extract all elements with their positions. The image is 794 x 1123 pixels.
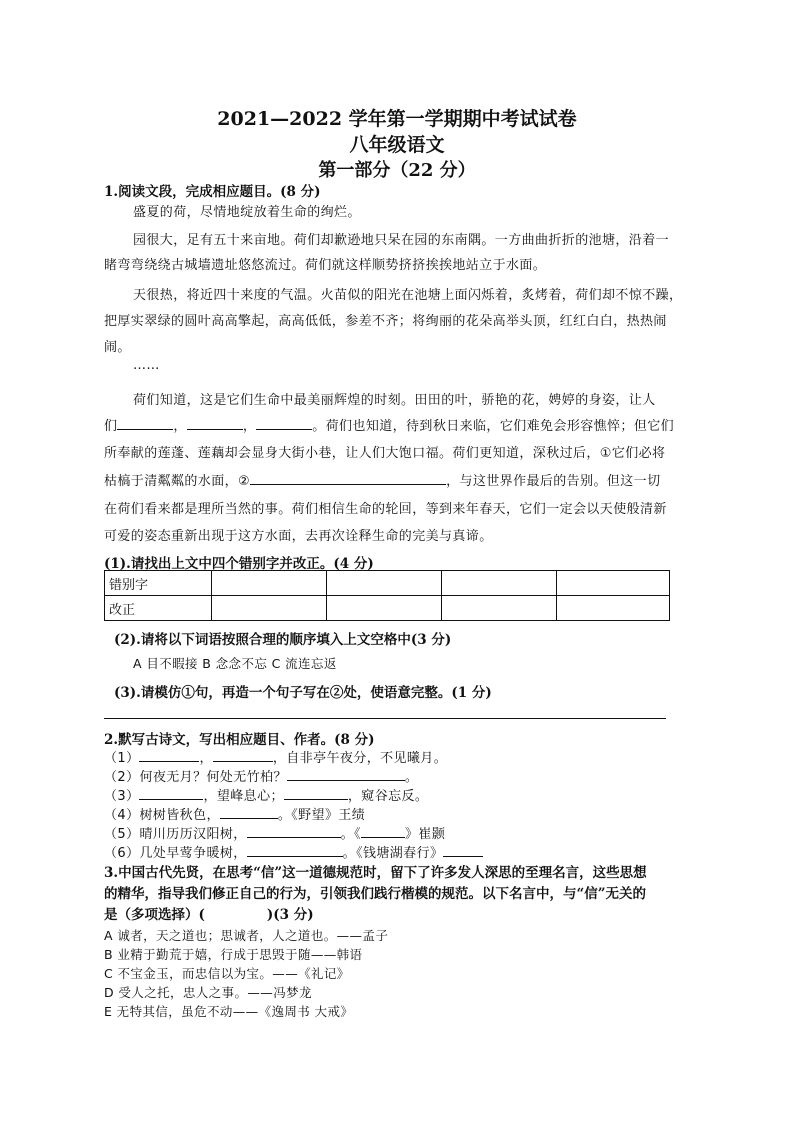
q1-paragraph-4-line-4 <box>104 470 660 489</box>
q1-paragraph-2-line-1: 园很大，足有五十来亩地。荷们却歉逊地只呆在园的东南隅。一方曲曲折折的池塘，沿着一 <box>133 233 670 248</box>
q2-item-1 <box>104 747 447 766</box>
correction-label: 改正 <box>105 596 212 621</box>
typo-label: 错别字 <box>105 571 212 596</box>
text: 。《钱塘湖春行》 <box>342 846 444 861</box>
blank[interactable] <box>284 787 348 800</box>
blank[interactable] <box>139 749 199 762</box>
q2-item-4 <box>104 804 365 823</box>
text: （5）晴川历历汉阳树， <box>104 827 247 842</box>
q3-option-e: E 无特其信，虽危不动——《逸周书 大戒》 <box>104 1004 354 1019</box>
text: ，自非亭午夜分，不见曦月。 <box>272 751 448 766</box>
q1-sub-1: (1).请找出上文中四个错别字并改正。(4 分) <box>104 556 374 572</box>
q1-sub-2: (2).请将以下词语按照合理的顺序填入上文空格中(3 分) <box>114 632 452 648</box>
correction-cell[interactable] <box>557 596 670 621</box>
q1-paragraph-4-line-3: 所奉献的莲蓬、莲藕却会显身大街小巷，让人们大饱口福。荷们更知道，深秋过后，①它们必将 <box>104 446 666 461</box>
text: ，与这世界作最后的告别。但这一切 <box>446 474 661 489</box>
text: ， <box>242 419 257 434</box>
q3-option-d: D 受人之托，忠人之事。——冯梦龙 <box>104 985 312 1000</box>
q1-paragraph-4-line-2 <box>104 415 674 434</box>
text: 是（多项选择）( <box>104 907 205 923</box>
typo-cell[interactable] <box>212 571 327 596</box>
blank[interactable] <box>213 749 273 762</box>
text: （4）树树皆秋色， <box>104 808 220 823</box>
q2-heading: 2.默写古诗文，写出相应题目、作者。(8 分) <box>104 732 375 748</box>
q1-paragraph-3-line-3: 闹。 <box>104 340 131 355</box>
blank[interactable] <box>287 768 405 781</box>
blank-1[interactable] <box>117 417 173 430</box>
text: 。荷们也知道，待到秋日来临，它们难免会形容憔悴；但它们 <box>312 419 675 434</box>
text: （3） <box>104 789 140 804</box>
blank-imitation[interactable] <box>250 472 446 485</box>
typo-table <box>104 570 670 621</box>
q3-prompt-line-3 <box>104 903 314 923</box>
answer-line[interactable] <box>104 718 666 719</box>
correction-cell[interactable] <box>442 596 557 621</box>
blank[interactable] <box>139 787 203 800</box>
q1-paragraph-1: 盛夏的荷，尽情地绽放着生命的绚烂。 <box>133 205 361 220</box>
blank-3[interactable] <box>256 417 312 430</box>
text: ，望峰息心； <box>203 789 284 804</box>
typo-cell[interactable] <box>557 571 670 596</box>
q3-prompt-line-1: 3.中国古代先贤，在思考“信”这一道德规范时，留下了许多发人深思的至理名言，这些思想 <box>104 865 647 881</box>
typo-cell[interactable] <box>442 571 557 596</box>
blank-2[interactable] <box>187 417 243 430</box>
q1-paragraph-4-line-1: 荷们知道，这是它们生命中最美丽辉煌的时刻。田田的叶，骄艳的花，娉婷的身姿，让人 <box>133 393 656 408</box>
exam-title: 2021—2022 学年第一学期期中考试试卷 <box>217 108 577 130</box>
text: （2）何夜无月？何处无竹柏？ <box>104 770 287 785</box>
correction-cell[interactable] <box>212 596 327 621</box>
q2-item-3 <box>104 785 428 804</box>
text: 们 <box>104 419 118 434</box>
q1-paragraph-3-line-2: 把厚实翠绿的圆叶高高擎起，高高低低，参差不齐；将绚丽的花朵高举头顶，红红白白，热热闹 <box>104 314 667 329</box>
q1-paragraph-3-line-1: 天很热，将近四十来度的气温。火苗似的阳光在池塘上面闪烁着，炙烤着，荷们却不惊不躁， <box>133 288 683 303</box>
text: )(3 分) <box>266 907 314 923</box>
q1-paragraph-4-line-5: 在荷们看来都是理所当然的事。荷们相信生命的轮回，等到来年春天，它们一定会以天使般清新 <box>104 502 667 517</box>
q3-option-c: C 不宝金玉，而忠信以为宝。——《礼记》 <box>104 966 350 981</box>
q3-option-b: B 业精于勤荒于嬉，行成于思毁于随——韩语 <box>104 947 363 962</box>
text: ， <box>173 419 187 434</box>
table-row <box>105 596 670 621</box>
typo-cell[interactable] <box>327 571 442 596</box>
q3-prompt-line-2: 的精华，指导我们修正自己的行为，引领我们践行楷模的规范。以下名言中，与“信”无关的 <box>104 886 647 902</box>
blank[interactable] <box>443 844 483 857</box>
part-heading: 第一部分（22 分） <box>318 160 476 181</box>
q1-paragraph-4-line-6: 可爱的姿态重新出现于这方水面，去再次诠释生命的完美与真谛。 <box>104 529 493 544</box>
table-row <box>105 571 670 596</box>
q2-item-2 <box>104 766 418 785</box>
q1-heading: 1.阅读文段，完成相应题目。(8 分) <box>104 184 321 200</box>
text: （6）几处早莺争暖树， <box>104 846 247 861</box>
q2-item-6 <box>104 842 483 861</box>
text: 。 <box>404 770 419 785</box>
text: （1） <box>104 751 140 766</box>
correction-cell[interactable] <box>327 596 442 621</box>
text: 》崔颢 <box>404 827 446 842</box>
q1-ellipsis: …… <box>133 358 160 373</box>
text: ， <box>199 751 213 766</box>
blank[interactable] <box>247 825 341 838</box>
text: 。《野望》王绩 <box>277 808 366 823</box>
blank[interactable] <box>220 806 278 819</box>
q3-option-a: A 诚者，天之道也；思诚者，人之道也。——孟子 <box>104 928 389 943</box>
q1-sub-3: (3).请模仿①句，再造一个句子写在②处，使语意完整。(1 分) <box>114 685 492 701</box>
q1-sub-2-options: A 目不暇接 B 念念不忘 C 流连忘返 <box>133 656 337 671</box>
q2-item-5 <box>104 823 445 842</box>
text: 枯槁于清粼粼的水面，② <box>104 474 251 489</box>
q1-paragraph-2-line-2: 睹弯弯绕绕古城墙遗址悠悠流过。荷们就这样顺势挤挤挨挨地站立于水面。 <box>104 258 547 273</box>
text: 。《 <box>340 827 361 842</box>
exam-subject: 八年级语文 <box>349 134 445 156</box>
text: ，窥谷忘反。 <box>347 789 429 804</box>
blank[interactable] <box>247 844 343 857</box>
blank[interactable] <box>361 825 405 838</box>
